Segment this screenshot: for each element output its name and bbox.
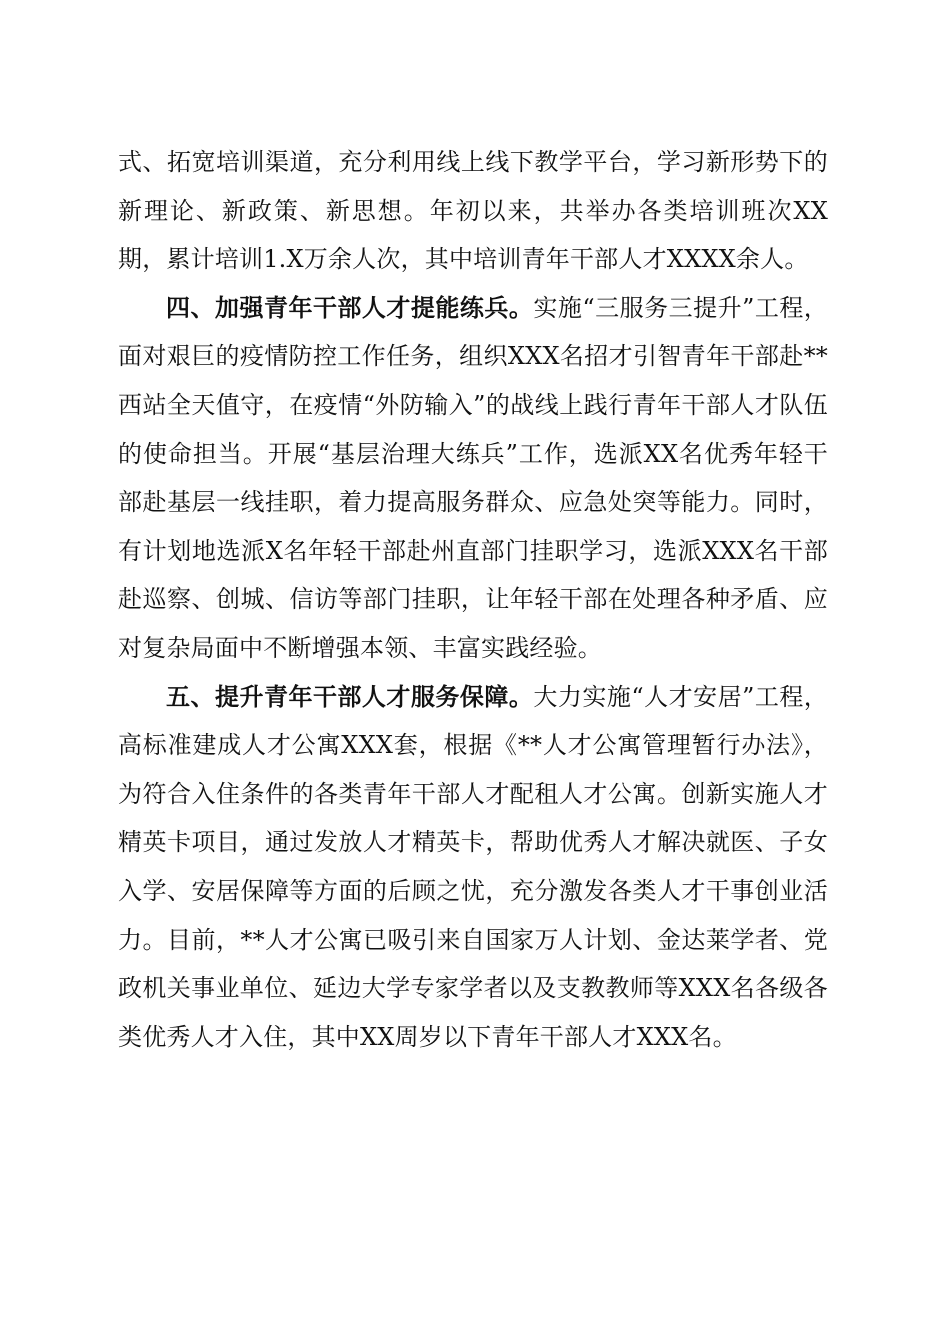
paragraph-training-continued [118, 138, 828, 284]
section-five-body: 大力实施“人才安居”工程，高标准建成人才公寓XXX套，根据《**人才公寓管理暂行办法》，为符合入住条件的各类青年干部人才配租人才公寓。创新实施人才精英卡项目，通过发放人才精英卡，帮助优秀人才解决就医、子女入学、安居保障等方面的后顾之忧，充分激发各类人才干事创业活力。目前，**人才公寓已吸引来自国家万人计划、金达莱学者、党政机关事业单位、延边大学专家学者以及支教教师等XXX名各级各类优秀人才入住，其中XX周岁以下青年干部人才XXX名。 [118, 682, 829, 1051]
section-five-heading: 五、提升青年干部人才服务保障。 [166, 682, 534, 711]
paragraph-body-text: 式、拓宽培训渠道，充分利用线上线下教学平台，学习新形势下的新理论、新政策、新思想。年初以来，共举办各类培训班次XX期，累计培训1.X万余人次，其中培训青年干部人才XXXX余人。 [118, 148, 828, 274]
paragraph-section-five [118, 673, 828, 1062]
section-four-heading: 四、加强青年干部人才提能练兵。 [166, 293, 534, 322]
paragraph-section-four [118, 284, 828, 673]
section-four-body: 实施“三服务三提升”工程，面对艰巨的疫情防控工作任务，组织XXX名招才引智青年干部赴**西站全天值守，在疫情“外防输入”的战线上践行青年干部人才队伍的使命担当。开展“基层治理大练兵”工作，选派XX名优秀年轻干部赴基层一线挂职，着力提高服务群众、应急处突等能力。同时，有计划地选派X名年轻干部赴州直部门挂职学习，选派XXX名干部赴巡察、创城、信访等部门挂职，让年轻干部在处理各种矛盾、应对复杂局面中不断增强本领、丰富实践经验。 [118, 293, 829, 662]
document-body [118, 138, 828, 1061]
